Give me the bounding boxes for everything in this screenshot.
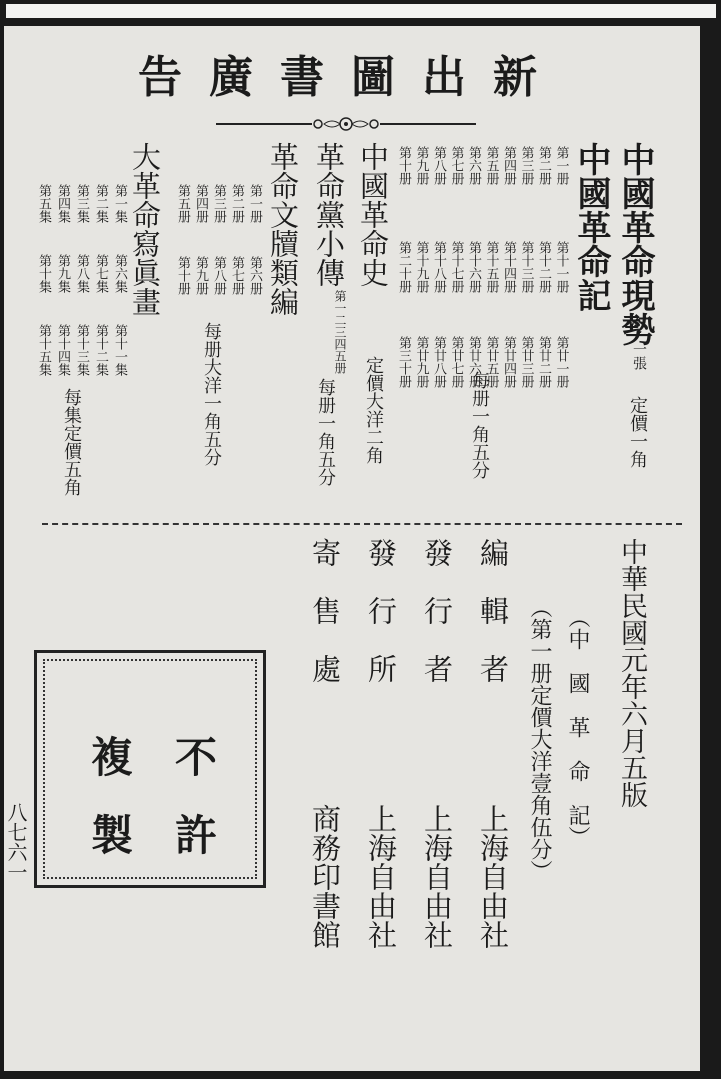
publisher-label: 發 行 者 [420, 538, 454, 683]
volume-label: 第六集 [112, 254, 127, 293]
book-price: 每集定價五角 [61, 388, 82, 496]
volume-label: 第十四集 [55, 324, 70, 376]
volume-label: 第廿五册 [483, 336, 499, 388]
book-sheet-count: 一張 [631, 342, 647, 370]
volume-label: 第十册 [396, 146, 411, 185]
volume-label: 第四集 [55, 184, 70, 223]
book-title-xiaozhuan: 革命黨小傳 [312, 142, 346, 287]
volume-label: 第九册 [193, 256, 208, 295]
volume-label: 第十三册 [518, 241, 534, 293]
book-title-geming-ji: 中國革命記 [571, 142, 611, 312]
volume-label: 第廿二册 [536, 336, 551, 388]
volume-list [32, 184, 132, 394]
volume-label: 第廿七册 [448, 336, 464, 388]
volume-label: 第十九册 [413, 241, 429, 293]
volume-label: 第二册 [536, 146, 551, 185]
volume-label: 第廿六册 [466, 336, 481, 388]
volume-label: 第六册 [466, 146, 481, 185]
volume-label: 第五册 [175, 184, 190, 223]
stamp-char: 許 [175, 811, 218, 860]
scan-border [6, 4, 716, 18]
publication-date: 中華民國元年六月五版 [616, 538, 647, 808]
volume-label: 第十一集 [112, 324, 127, 376]
volume-label: 第十五册 [483, 241, 499, 293]
book-price: 定價一角 [627, 396, 648, 468]
office-label: 發 行 所 [364, 538, 398, 683]
volume-label: 第廿八册 [431, 336, 446, 388]
volume-label: 第廿九册 [413, 336, 429, 388]
volume-label: 第一册 [553, 146, 569, 185]
book-price: 每册一角五分 [315, 378, 336, 486]
colophon-book-name: （中 國 革 命 記） [565, 606, 590, 848]
page-title: 新出圖書廣告 [138, 52, 564, 103]
volume-label: 第四册 [193, 184, 208, 223]
book-title-xianshi: 中國革命現勢 [615, 142, 655, 346]
volume-label: 第六册 [247, 256, 262, 295]
volume-label: 第五集 [36, 184, 51, 223]
publisher-value: 上海自由社 [420, 804, 454, 949]
seller-label: 寄 售 處 [308, 538, 342, 683]
volume-label: 第十册 [175, 256, 190, 295]
volume-label: 第一集 [112, 184, 127, 223]
office-value: 上海自由社 [364, 804, 398, 949]
volume-label: 第廿三册 [518, 336, 534, 388]
volume-label: 第十五集 [36, 324, 51, 376]
book-price: 每册大洋一角五分 [201, 322, 222, 466]
volume-label: 第十三集 [74, 324, 89, 376]
editor-label: 編 輯 者 [476, 538, 510, 683]
volume-label: 第七册 [229, 256, 244, 295]
volume-label: 第五册 [483, 146, 499, 185]
volume-label: 第廿一册 [553, 336, 569, 388]
volume-label: 第三册 [518, 146, 534, 185]
volume-label: 第三十册 [396, 336, 411, 388]
volume-label: 第三集 [74, 184, 89, 223]
volume-label: 第八册 [211, 256, 226, 295]
volume-label: 第七集 [93, 254, 108, 293]
volume-label: 第八集 [74, 254, 89, 293]
book-price: 每册一角五分 [469, 371, 490, 479]
book-title-xiezhen: 大革命寫眞畫 [128, 142, 162, 316]
page-number: 八七六一 [4, 802, 28, 882]
volume-label: 第十六册 [466, 241, 481, 293]
volume-label: 第二册 [229, 184, 244, 223]
volume-label: 第八册 [431, 146, 446, 185]
volume-label: 第十七册 [448, 241, 464, 293]
ornament-divider [216, 116, 476, 132]
volume-label: 第九册 [413, 146, 429, 185]
volume-label: 第十一册 [553, 241, 569, 293]
stamp-char: 製 [91, 811, 134, 860]
dashed-divider [42, 523, 682, 525]
advertisement-page [4, 26, 700, 1071]
volume-label: 第二集 [93, 184, 108, 223]
volume-label: 第十二册 [536, 241, 551, 293]
volume-label: 第十四册 [501, 241, 516, 293]
stamp-char: 複 [91, 733, 134, 782]
volume-label: 第十二集 [93, 324, 108, 376]
book-title-geming-shi: 中國革命史 [356, 142, 390, 287]
book-title-wendu: 革命文牘類編 [266, 142, 300, 316]
volume-label: 第一册 [247, 184, 262, 223]
volume-label: 第四册 [501, 146, 516, 185]
volume-label: 第七册 [448, 146, 464, 185]
colophon-price: （第一册定價大洋壹角伍分） [527, 596, 552, 882]
editor-value: 上海自由社 [476, 804, 510, 949]
volume-label: 第二十册 [396, 241, 411, 293]
book-price: 定價大洋二角 [363, 356, 384, 464]
stamp-char: 不 [175, 733, 218, 782]
volume-list [174, 184, 266, 334]
volume-label: 第十八册 [431, 241, 446, 293]
volume-label: 第十集 [36, 254, 51, 293]
volume-label: 第九集 [55, 254, 70, 293]
no-copy-stamp [34, 650, 266, 888]
volume-label: 第三册 [211, 184, 226, 223]
volume-label: 第廿四册 [501, 336, 516, 388]
seller-value: 商務印書館 [308, 804, 342, 949]
volume-range: 第一二三四五册 [333, 290, 347, 374]
